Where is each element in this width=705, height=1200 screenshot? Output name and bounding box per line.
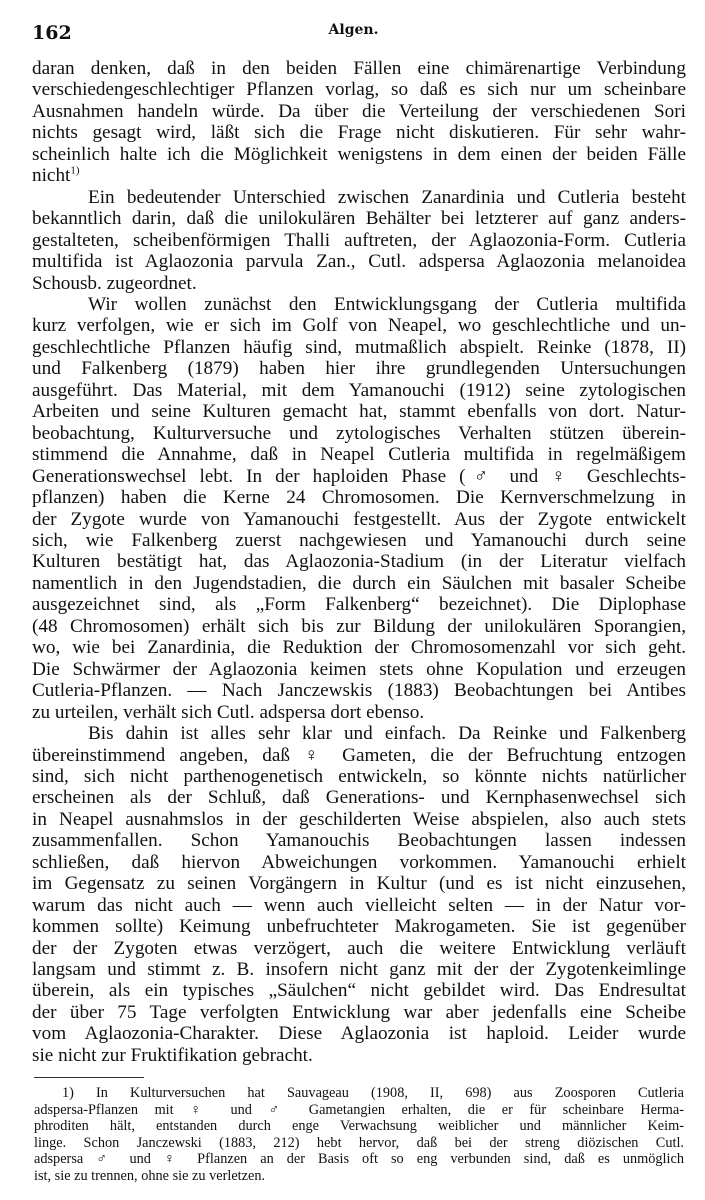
text-line: vom Aglaozonia-Charakter. Diese Aglaozonia ist haploid. Leider wurde: [32, 1023, 686, 1045]
text-line: kommen sollte) Keimung unbefruchteter Makrogameten. Sie ist gegenüber: [32, 916, 686, 938]
text-line: Cutleria-Pflanzen. — Nach Janczewskis (1883) Beobachtungen bei Antibes: [32, 680, 686, 702]
paragraph-start: Bis dahin ist alles sehr klar und einfach. Da Reinke und Falkenberg: [88, 723, 686, 745]
footnote-line: linge. Schon Janczewski (1883, 212) hebt hervor, daß bei der streng diözischen Cutl.: [34, 1134, 684, 1151]
footnote-line: adspersa ♂ und ♀ Pflanzen an der Basis oft so eng verbunden sind, daß es unmöglich: [34, 1151, 684, 1167]
text-line: Ausnahmen handeln würde. Da über die Verteilung der verschiedenen Sori: [32, 100, 686, 122]
text-line: zusammenfallen. Schon Yamanouchis Beobachtungen lassen indessen: [32, 830, 686, 852]
text-line: ausgezeichnet sind, als „Form Falkenberg“ bezeichnet). Die Diplophase: [32, 594, 686, 616]
footnote-line: phroditen hält, entstanden durch enge Verwachsung weiblicher und männlicher Keim-: [34, 1118, 684, 1134]
text-line: daran denken, daß in den beiden Fällen eine chimärenartige Verbindung: [32, 58, 686, 79]
text-line: zu urteilen, verhält sich Cutl. adspersa dort ebenso.: [32, 701, 425, 723]
text-line: wo, wie bei Zanardinia, die Reduktion der Chromosomenzahl vor sich geht.: [32, 637, 686, 659]
text-line: bekanntlich darin, daß die unilokulären Behälter bei letzterer auf ganz anders-: [32, 208, 686, 230]
text-line: und Falkenberg (1879) haben hier ihre grundlegenden Untersuchungen: [32, 358, 686, 380]
text-line: überein, als ein typisches „Säulchen“ nicht gebildet wird. Das Endresultat: [32, 980, 686, 1002]
text-line: Kulturen bestätigt hat, das Aglaozonia-Stadium (in der Literatur vielfach: [32, 551, 686, 573]
footnotes: [34, 1085, 684, 1184]
text-line: Generationswechsel lebt. In der haploiden Phase (♂ und ♀ Geschlechts-: [32, 465, 686, 487]
text-line: gestalteten, scheibenförmigen Thalli auftreten, der Aglaozonia-Form. Cutleria: [32, 229, 686, 251]
footnote-line: 1) In Kulturversuchen hat Sauvageau (1908, II, 698) aus Zoosporen Cutleria: [62, 1085, 684, 1101]
text-line: Arbeiten und seine Kulturen gemacht hat, stammt ebenfalls von dort. Natur-: [32, 401, 686, 423]
text-line: Die Schwärmer der Aglaozonia keimen stets ohne Kopulation und erzeugen: [32, 658, 686, 680]
text-line: in Neapel ausnahmslos in der geschilderten Weise abspielen, also auch stets: [32, 808, 686, 830]
text-line: kurz verfolgen, wie er sich im Golf von Neapel, wo geschlechtliche und un-: [32, 315, 686, 337]
text-line: erscheinen als der Schluß, daß Generations- und Kernphasenwechsel sich: [32, 787, 686, 809]
text-fragment: nicht: [32, 165, 71, 187]
text-line: übereinstimmend angeben, daß ♀ Gameten, die der Befruchtung entzogen: [32, 744, 686, 766]
text-line: verschiedengeschlechtiger Pflanzen vorlag, so daß es sich nur um scheinbare: [32, 79, 686, 101]
footnote-line: ist, sie zu trennen, ohne sie zu verletzen.: [34, 1167, 266, 1184]
paragraph-start: Wir wollen zunächst den Entwicklungsgang der Cutleria multifida: [88, 293, 686, 315]
text-line: schließen, daß hiervon Abweichungen vorkommen. Yamanouchi erhielt: [32, 851, 686, 873]
text-line: Schousb. zugeordnet.: [32, 272, 197, 294]
text-line: namentlich in den Jugendstadien, die durch ein Säulchen mit basaler Scheibe: [32, 572, 686, 594]
text-line: beobachtung, Kulturversuche und zytologisches Verhalten stützen überein-: [32, 422, 686, 444]
text-line: der über 75 Tage verfolgten Entwicklung war aber jedenfalls eine Scheibe: [32, 1001, 686, 1023]
text-line: pflanzen) haben die Kerne 24 Chromosomen. Die Kernverschmelzung in: [32, 487, 686, 509]
running-title: Algen.: [328, 22, 379, 38]
text-line: sich, wie Falkenberg zuerst nachgewiesen und Yamanouchi durch seine: [32, 529, 686, 551]
text-line: scheinlich halte ich die Möglichkeit wenigstens in dem einen der beiden Fälle: [32, 143, 686, 165]
footnote-ref: 1): [70, 164, 80, 177]
page-number: 162: [32, 22, 72, 44]
page-header: [32, 22, 675, 50]
footnote-line: adspersa-Pflanzen mit ♀ und ♂ Gametangien erhalten, die er für scheinbare Herma-: [34, 1101, 684, 1118]
text-line: warum das nicht auch — wenn auch vielleicht selten — in der Natur vor-: [32, 894, 686, 916]
text-line: geschlechtliche Pflanzen häufig sind, mutmaßlich abspielt. Reinke (1878, II): [32, 336, 686, 358]
body-text: [32, 58, 686, 1066]
text-line: multifida ist Aglaozonia parvula Zan., Cutl. adspersa Aglaozonia melanoidea: [32, 251, 686, 273]
text-line: langsam und stimmt z. B. insofern nicht ganz mit der der Zygotenkeimlinge: [32, 959, 686, 981]
text-line: [32, 165, 686, 186]
text-line: sind, sich nicht parthenogenetisch entwickeln, so könnte nichts natürlicher: [32, 765, 686, 787]
text-line: ausgeführt. Das Material, mit dem Yamanouchi (1912) seine zytologischen: [32, 379, 686, 401]
footnote-divider: [34, 1077, 144, 1078]
text-line: sie nicht zur Fruktifikation gebracht.: [32, 1044, 313, 1066]
text-line: der der Zygoten etwas verzögert, auch die weitere Entwicklung verläuft: [32, 937, 686, 959]
text-line: stimmend die Annahme, daß in Neapel Cutleria multifida in regelmäßigem: [32, 444, 686, 466]
text-line: nichts gesagt wird, läßt sich die Frage nicht diskutieren. Für sehr wahr-: [32, 122, 686, 144]
text-line: im Gegensatz zu seinen Vorgängern in Kultur (und es ist nicht einzusehen,: [32, 873, 686, 895]
paragraph-start: Ein bedeutender Unterschied zwischen Zanardinia und Cutleria besteht: [88, 186, 686, 208]
text-line: der Zygote wurde von Yamanouchi festgestellt. Aus der Zygote entwickelt: [32, 508, 686, 530]
text-line: (48 Chromosomen) erhält sich bis zur Bildung der unilokulären Sporangien,: [32, 615, 686, 637]
